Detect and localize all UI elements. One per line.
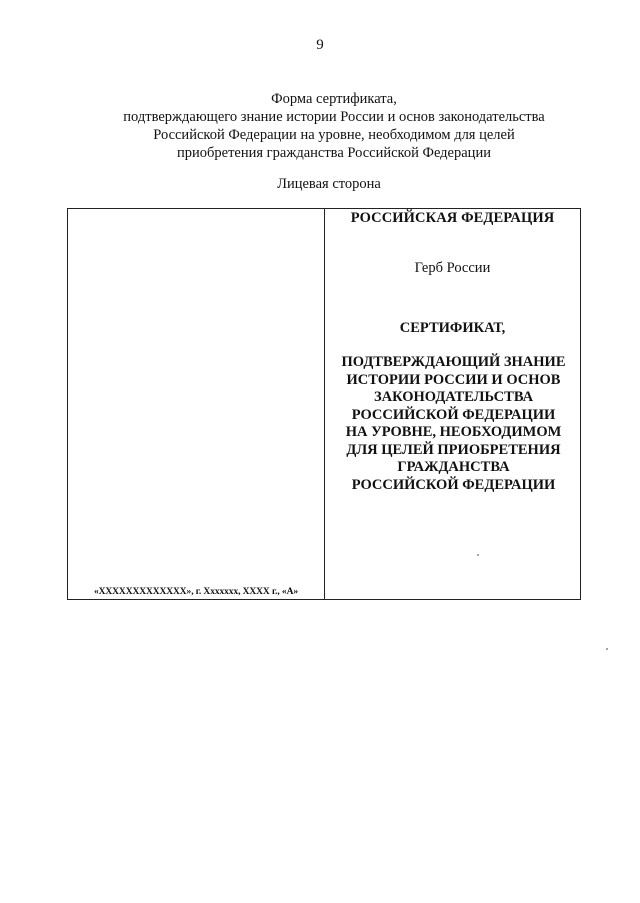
form-heading <box>60 90 608 162</box>
certificate-subtitle-line: РОССИЙСКОЙ ФЕДЕРАЦИИ <box>351 406 556 423</box>
printer-imprint: «ХХХХХХХХХХХХХ», г. Хxxxxxx, ХХХХ г., «А» <box>94 587 298 597</box>
side-label: Лицевая сторона <box>277 176 381 192</box>
certificate-subtitle <box>331 354 576 494</box>
coat-of-arms-placeholder: Герб России <box>414 260 491 276</box>
form-heading-line: приобретения гражданства Российской Федерации <box>177 145 491 161</box>
certificate-frame <box>67 208 581 600</box>
certificate-subtitle-line: ЗАКОНОДАТЕЛЬСТВА <box>373 389 534 405</box>
certificate-subtitle-line: НА УРОВНЕ, НЕОБХОДИМОМ <box>345 424 562 440</box>
certificate-subtitle-line: ИСТОРИИ РОССИИ И ОСНОВ <box>346 371 561 388</box>
scan-speck <box>477 554 479 556</box>
certificate-subtitle-line: ГРАЖДАНСТВА <box>397 459 510 475</box>
form-heading-line: Форма сертификата, <box>271 91 397 107</box>
form-heading-line: Российской Федерации на уровне, необходимом для целей <box>153 127 515 143</box>
page-number: 9 <box>316 37 324 53</box>
certificate-subtitle-line: ДЛЯ ЦЕЛЕЙ ПРИОБРЕТЕНИЯ <box>346 441 561 458</box>
certificate-left-panel <box>68 209 325 599</box>
certificate-right-panel <box>325 209 580 599</box>
scan-speck <box>606 648 608 650</box>
certificate-subtitle-line: РОССИЙСКОЙ ФЕДЕРАЦИИ <box>351 476 556 493</box>
form-heading-line: подтверждающего знание истории России и основ законодательства <box>123 109 545 125</box>
certificate-title: СЕРТИФИКАТ, <box>399 320 506 336</box>
certificate-subtitle-line: ПОДТВЕРЖДАЮЩИЙ ЗНАНИЕ <box>341 354 566 370</box>
country-title: РОССИЙСКАЯ ФЕДЕРАЦИЯ <box>350 210 555 226</box>
